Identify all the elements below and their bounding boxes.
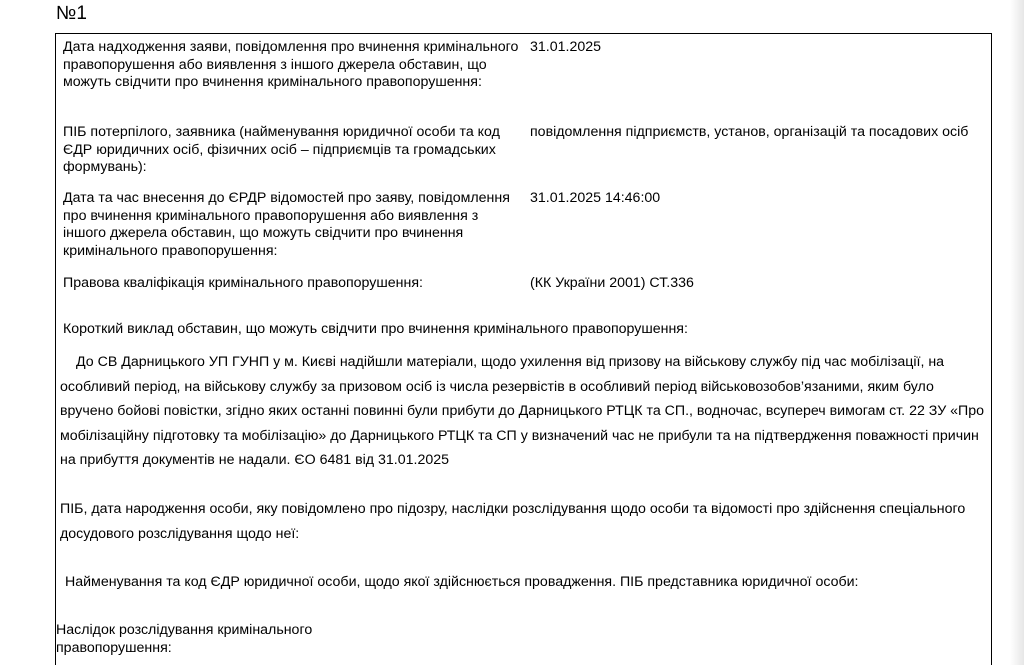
field-victim-value: повідомлення підприємств, установ, організацій та посадових осіб bbox=[530, 124, 969, 140]
suspect-heading: ПІБ, дата народження особи, яку повідомлено про підозру, наслідки розслідування щодо особи та відомості про здійснення спеціального досудового розслідування щодо неї: bbox=[60, 501, 966, 542]
field-qualification-value: (КК України 2001) СТ.336 bbox=[530, 275, 694, 291]
legal-entity-heading: Найменування та код ЄДР юридичної особи, щодо якої здійснюється провадження. ПІБ представника юридичної особи: bbox=[65, 574, 859, 590]
outcome-heading: Наслідок розслідування кримінального правопорушення: bbox=[56, 622, 313, 656]
summary-text: До СВ Дарницького УП ГУНП у м. Києві надійшли матеріали, щодо ухилення від призову на військову службу під час мобілізації, на особливий період, на військову службу за призовом осіб із числа резервістів в особливий період військовозобов’язаними, яким було вручено бойові повістки, згідно яких останні повинні були прибути до Дарницького РТЦК та СП., водночас, всупереч вимогам ст. 22 ЗУ «Про мобілізаційну підготовку та мобілізацію» до Дарницького РТЦК та СП у визначений час не прибули та на підтвердження поважності причин на прибуття документів не надали. ЄО 6481 від 31.01.2025 bbox=[60, 354, 985, 469]
summary-heading: Короткий виклад обставин, що можуть свідчити про вчинення кримінального правопорушення: bbox=[63, 321, 688, 337]
field-erdr-date-value: 31.01.2025 14:46:00 bbox=[530, 190, 661, 206]
field-victim-label: ПІБ потерпілого, заявника (найменування юридичної особи та код ЄДР юридичних осіб, фізичних осіб – підприємців та громадських формувань): bbox=[63, 124, 500, 175]
document-number: №1 bbox=[56, 3, 87, 24]
field-erdr-date-label: Дата та час внесення до ЄРДР відомостей про заяву, повідомлення про вчинення кримінального правопорушення або виявлення з іншого джерела обставин, що можуть свідчити про вчинення кримінального правопорушення: bbox=[63, 190, 510, 259]
page-edge-shadow bbox=[1010, 0, 1024, 665]
field-receipt-date-label: Дата надходження заяви, повідомлення про вчинення кримінального правопорушення або виявлення з іншого джерела обставин, що можуть свідчити про вчинення кримінального правопорушення: bbox=[63, 39, 519, 90]
field-receipt-date-value: 31.01.2025 bbox=[530, 39, 602, 55]
field-qualification-label: Правова кваліфікація кримінального правопорушення: bbox=[63, 275, 423, 291]
